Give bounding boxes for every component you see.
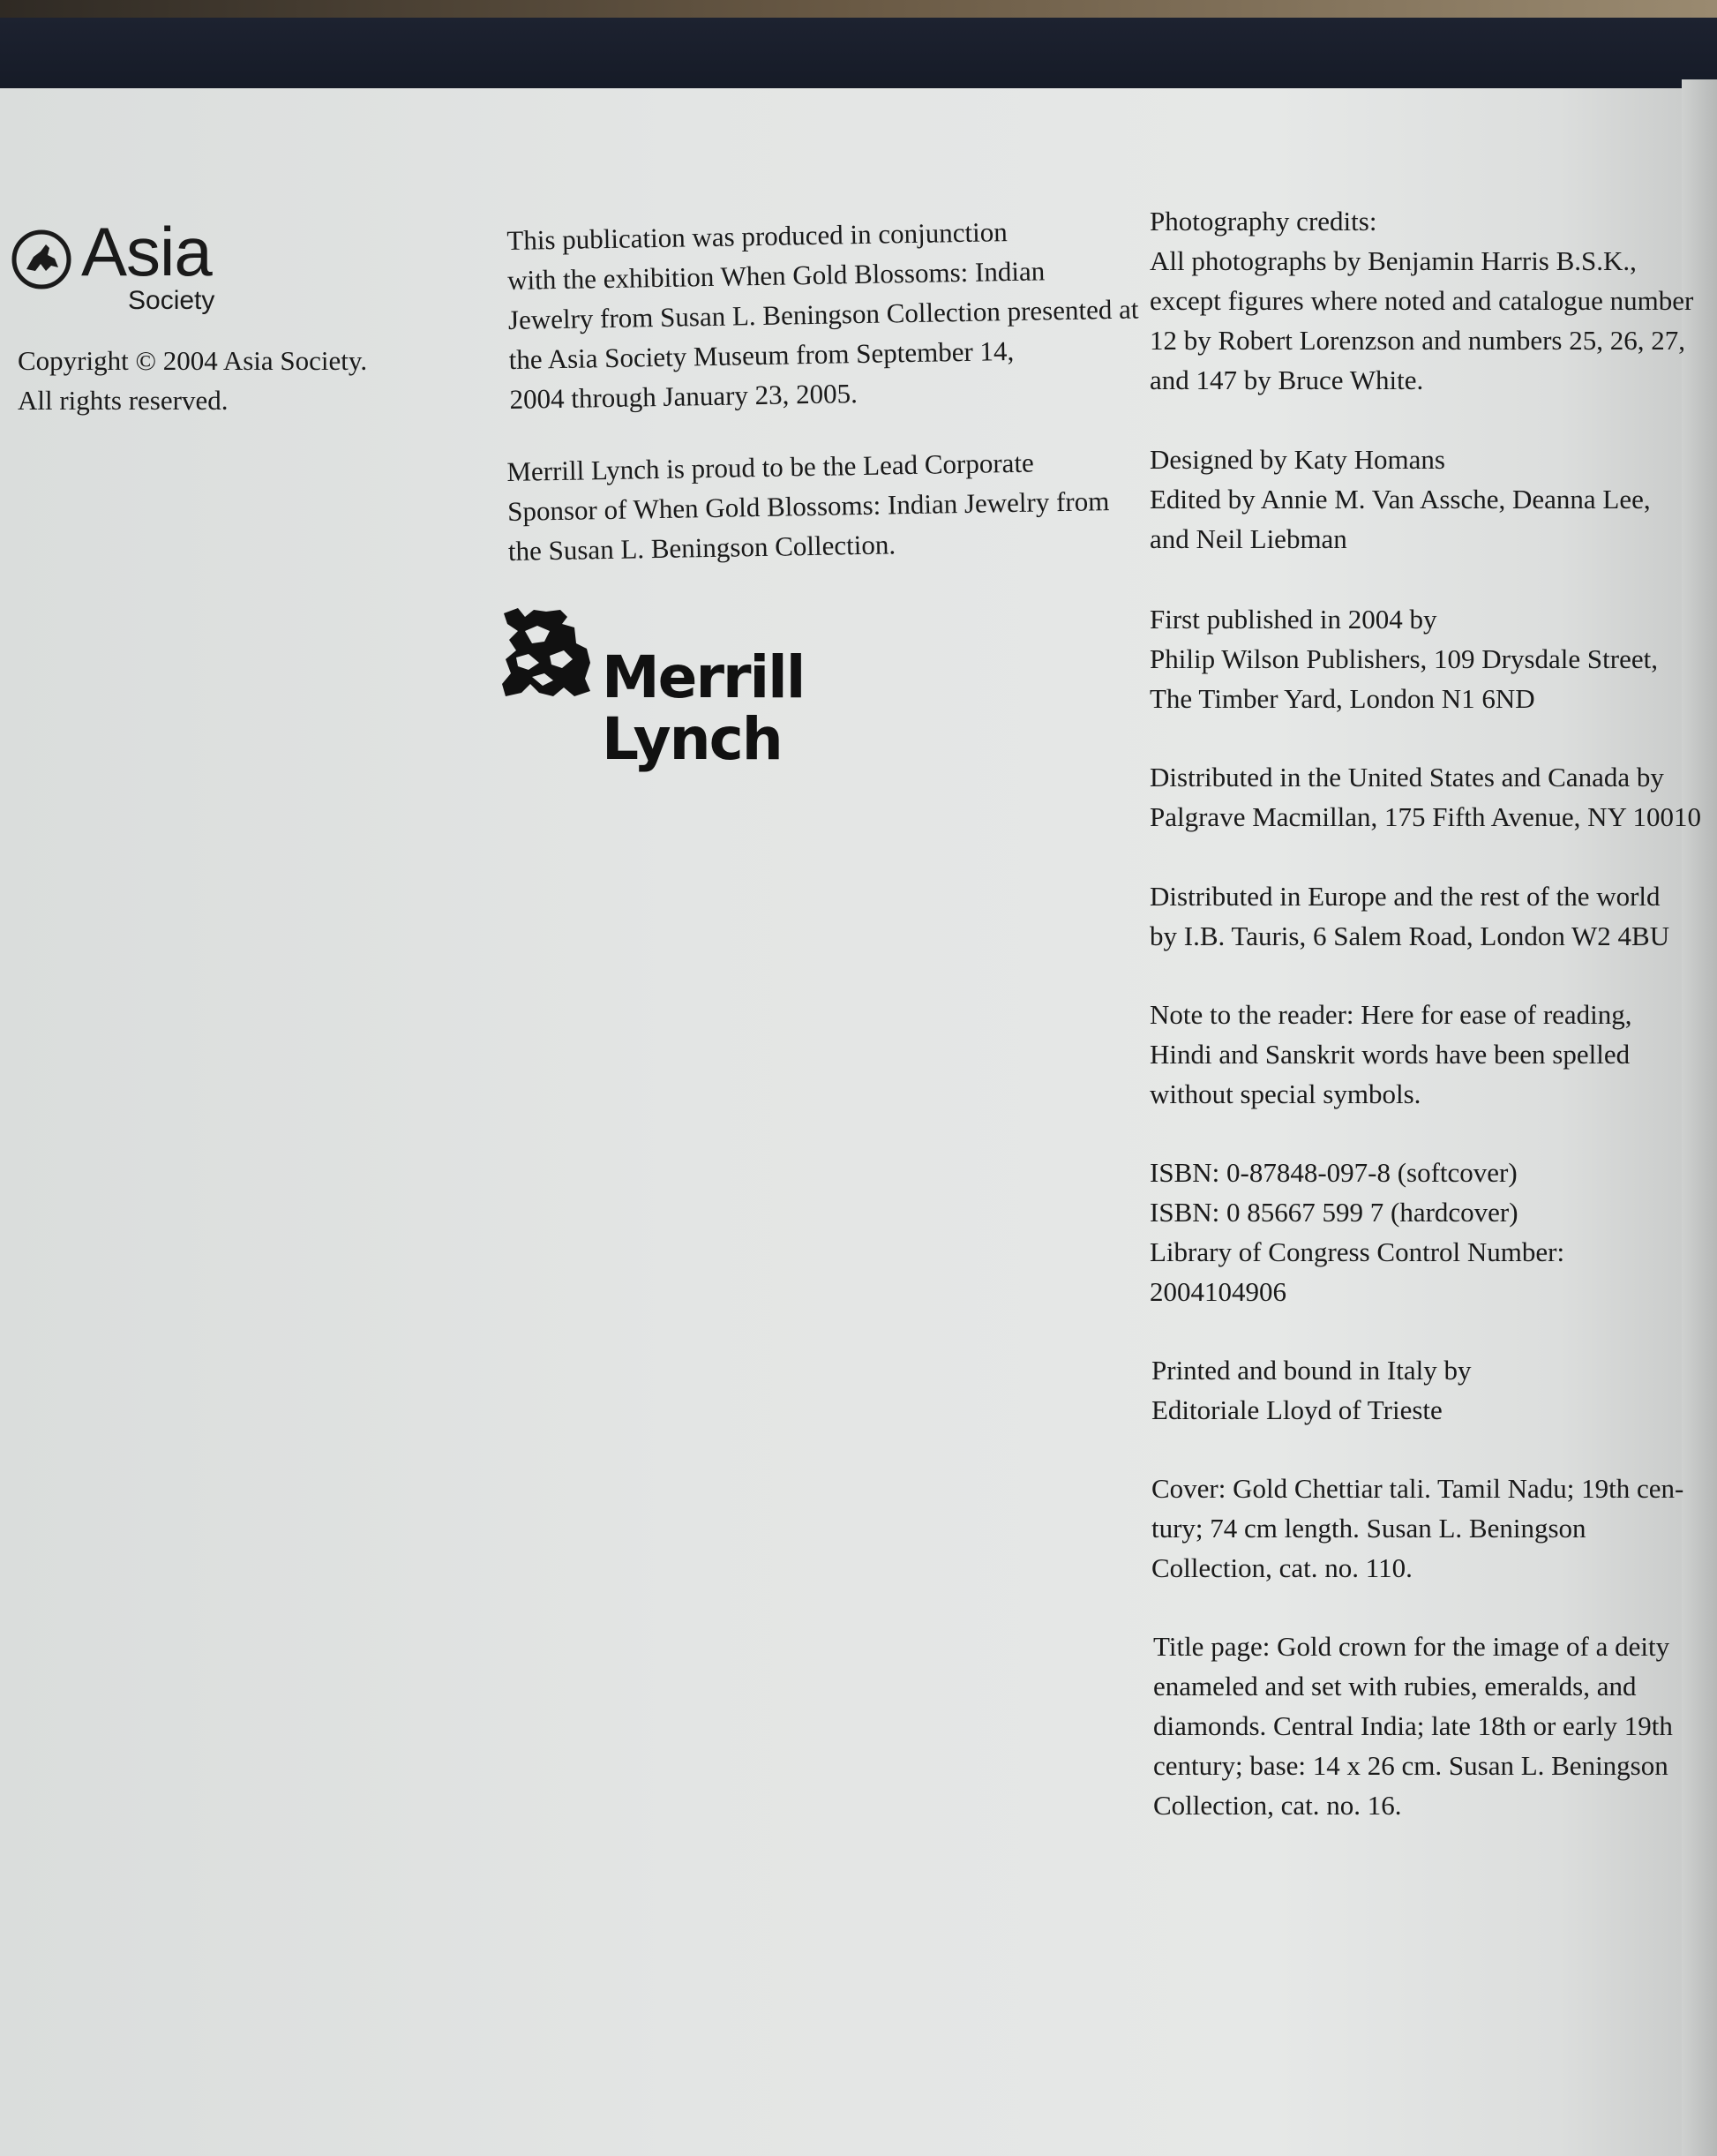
dist-us-line-2: Palgrave Macmillan, 175 Fifth Avenue, NY 10010 (1150, 801, 1702, 832)
photo-line-2: All photographs by Benjamin Harris B.S.K., (1150, 245, 1637, 276)
distribution-us (1150, 757, 1701, 837)
asia-logo-word: Asia (81, 213, 212, 290)
title-page-line-3: diamonds. Central India; late 18th or early 19th (1153, 1710, 1673, 1741)
asia-society-emblem-icon (11, 229, 72, 290)
copyright-line: Copyright © 2004 Asia Society. (18, 345, 368, 376)
publisher-info (1150, 599, 1658, 718)
design-line-2: Edited by Annie M. Van Assche, Deanna Lee, (1150, 484, 1651, 515)
publication-line-2: with the exhibition When Gold Blossoms: Indian (506, 255, 1046, 296)
title-page-line-5: Collection, cat. no. 16. (1153, 1790, 1402, 1821)
photo-line-1: Photography credits: (1150, 206, 1377, 237)
photo-line-3: except figures where noted and catalogue number (1150, 285, 1694, 316)
reader-note (1150, 995, 1632, 1114)
dist-eu-line-2: by I.B. Tauris, 6 Salem Road, London W2 4BU (1150, 920, 1670, 951)
rights-line: All rights reserved. (18, 385, 229, 416)
merrill-lynch-logo (499, 605, 993, 773)
design-line-1: Designed by Katy Homans (1150, 444, 1445, 475)
sponsor-line-1: Merrill Lynch is proud to be the Lead Corporate (506, 447, 1035, 487)
copyright-block (18, 341, 367, 420)
sponsor-line-3: the Susan L. Beningson Collection. (507, 529, 896, 567)
publication-line-1: This publication was produced in conjunction (506, 216, 1008, 256)
publication-line-5: 2004 through January 23, 2005. (509, 378, 858, 415)
isbn-softcover: ISBN: 0-87848-097-8 (softcover) (1150, 1157, 1518, 1188)
printing-info (1151, 1350, 1471, 1430)
loc-label: Library of Congress Control Number: (1150, 1236, 1565, 1267)
publication-note (506, 210, 1140, 419)
cover-line-2: tury; 74 cm length. Susan L. Beningson (1151, 1513, 1586, 1544)
printed-line-1: Printed and bound in Italy by (1151, 1355, 1472, 1386)
loc-number: 2004104906 (1150, 1276, 1286, 1307)
isbn-block (1150, 1153, 1564, 1311)
photo-line-4: 12 by Robert Lorenzson and numbers 25, 26, 27, (1150, 325, 1685, 356)
sponsor-line-2: Sponsor of When Gold Blossoms: Indian Jewelry from (506, 485, 1110, 527)
publisher-line-1: First published in 2004 by (1150, 604, 1437, 635)
asia-society-logo (11, 213, 240, 322)
publisher-line-2: Philip Wilson Publishers, 109 Drysdale Street, (1150, 643, 1658, 674)
design-line-3: and Neil Liebman (1150, 523, 1347, 554)
photo-line-5: and 147 by Bruce White. (1150, 364, 1424, 395)
cover-caption (1151, 1469, 1683, 1588)
dist-us-line-1: Distributed in the United States and Canada by (1150, 762, 1664, 793)
title-page-line-4: century; base: 14 x 26 cm. Susan L. Beningson (1153, 1750, 1668, 1781)
title-page-caption (1153, 1626, 1673, 1825)
printed-line-2: Editoriale Lloyd of Trieste (1151, 1394, 1443, 1425)
cover-line-1: Cover: Gold Chettiar tali. Tamil Nadu; 19th cen- (1151, 1473, 1684, 1504)
book-cover-board (0, 18, 1717, 97)
distribution-europe (1150, 876, 1669, 956)
note-line-2: Hindi and Sanskrit words have been spelled (1150, 1039, 1631, 1070)
note-line-1: Note to the reader: Here for ease of reading, (1150, 999, 1632, 1030)
asia-logo-subtitle: Society (128, 286, 215, 315)
publication-line-3: Jewelry from Susan L. Beningson Collection presented at (507, 293, 1139, 335)
cover-line-3: Collection, cat. no. 110. (1151, 1552, 1413, 1583)
publication-line-4: the Asia Society Museum from September 14, (508, 334, 1015, 375)
dist-eu-line-1: Distributed in Europe and the rest of the world (1150, 881, 1661, 912)
note-line-3: without special symbols. (1150, 1078, 1421, 1109)
title-page-line-2: enameled and set with rubies, emeralds, and (1153, 1671, 1637, 1702)
publisher-line-3: The Timber Yard, London N1 6ND (1150, 683, 1535, 714)
sponsor-note (506, 441, 1110, 571)
merrill-lynch-wordmark: Merrill Lynch (602, 643, 805, 773)
design-credits (1150, 439, 1651, 559)
bull-icon (499, 605, 596, 702)
isbn-hardcover: ISBN: 0 85667 599 7 (hardcover) (1150, 1197, 1518, 1228)
title-page-line-1: Title page: Gold crown for the image of a deity (1153, 1631, 1670, 1662)
photo-credits (1150, 201, 1693, 400)
